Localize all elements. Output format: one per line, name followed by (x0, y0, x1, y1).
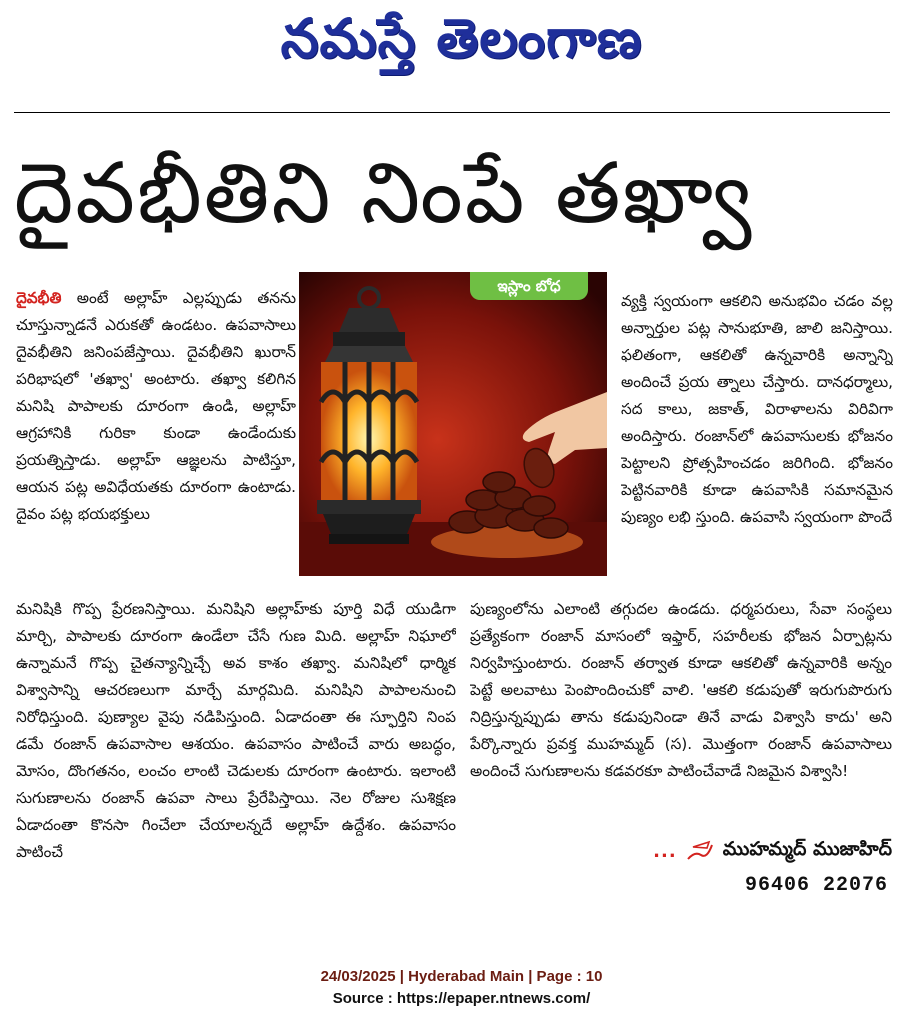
wide-right-text: పుణ్యంలోను ఎలాంటి తగ్గుదల ఉండదు. ధర్మపరులు, సేవా సంస్థలు ప్రత్యేకంగా రంజాన్ మాసంలో ఇఫ్తార్, సహరీలకు భోజన ఏర్పాట్లను నిర్వహిస్తుంటారు. రంజాన్ తర్వాత కూడా ఆకలితో ఉన్నవారికి అన్నం పెట్టే అలవాటు పెంపొందించుకో వాలి. 'ఆకలి కడుపుతో ఇరుగుపొరుగు నిద్రిస్తున్నప్పుడు తాను కడుపునిండా తినే వాడు విశ్వాసి కాదు' అని పేర్కొన్నారు ప్రవక్త ముహమ్మద్ (స). మొత్తంగా రంజాన్ ఉపవాసాలు అందించే సుగుణాలను కడవరకూ పాటించేవాడే నిజమైన విశ్వాసి! (470, 600, 892, 780)
column-left-text: అంటే అల్లాహ్ ఎల్లప్పుడు తనను చూస్తున్నాడనే ఎరుకతో ఉండటం. ఉపవాసాలు దైవభీతిని జనింపజేస్తాయి. దైవభీతిని ఖురాన్ పరిభాషలో 'తఖ్వా' అంటారు. తఖ్వా కలిగిన మనిషి పాపాలకు దూరంగా ఉండి, అల్లాహ్ ఆగ్రహానికి గురికా కుండా ఉండేందుకు ప్రయత్నిస్తాడు. అల్లాహ్ ఆజ్ఞలను పాటిస్తూ, ఆయన పట్ల అవిధేయతకు దూరంగా ఉంటాడు. దైవం పట్ల భయభక్తులు (16, 289, 296, 523)
edition-info: 24/03/2025 | Hyderabad Main | Page : 10 (320, 968, 603, 985)
article-column-wide-left (16, 596, 456, 896)
pen-icon (685, 839, 715, 863)
lead-word: దైవభీతి (16, 289, 62, 307)
section-badge: ఇస్లాం బోధ (470, 272, 588, 300)
author-phone: 96406 22076 (744, 874, 888, 897)
article-photo (299, 272, 607, 576)
article-column-left (16, 285, 296, 595)
source-link[interactable]: Source : https://epaper.ntnews.com/ (332, 990, 591, 1007)
article-column-right (621, 288, 893, 600)
author-name: ముహమ్మద్ ముజాహిద్ (722, 837, 892, 860)
masthead-title: నమస్తే తెలంగాణ (280, 7, 643, 70)
masthead-divider (14, 112, 890, 113)
signature-dots: ... (653, 840, 677, 862)
author-signature (580, 836, 892, 866)
page-footer (0, 966, 923, 1016)
ramadan-lantern-dates-photo (299, 272, 607, 576)
article-headline: దైవభీతిని నింపే తఖ్వా (14, 144, 754, 242)
wide-left-text: మనిషికి గొప్ప ప్రేరణనిస్తాయి. మనిషిని అల్లాహ్‌కు పూర్తి విధే యుడిగా మార్చి, పాపాలకు దూరంగా ఉండేలా చేసే గుణ మిది. అల్లాహ్ నిఘాలో ఉన్నామనే గొప్ప చైతన్యాన్నిచ్చే అవ కాశం తఖ్వా. మనిషిలో ధార్మిక విశ్వాసాన్ని ఆచరణలుగా మార్చే మార్గమిది. మనిషిని పాపాలనుంచి నిరోధిస్తుంది. పుణ్యాల వైపు నడిపిస్తుంది. ఏడాదంతా ఈ స్ఫూర్తిని నింప డమే రంజాన్ ఉపవాసాల ఆశయం. ఉపవాసం పాటించే వారు అబద్ధం, మోసం, దొంగతనం, లంచం లాంటి చెడులకు దూరంగా ఉంటారు. ఇలాంటి సుగుణాలను రంజాన్ ఉపవా సాలు ప్రేరేపిస్తాయి. నెల రోజుల సుశిక్షణ ఏడాదంతా కొనసా గించేలా చేయాలన్నదే అల్లాహ్ ఉద్దేశం. ఉపవాసం పాటించే (16, 600, 456, 861)
column-right-text: వ్యక్తి స్వయంగా ఆకలిని అనుభవిం చడం వల్ల అన్నార్తుల పట్ల సానుభూతి, జాలి జనిస్తాయి. ఫలితంగా, ఆకలితో ఉన్నవారికి అన్నాన్ని అందించే ప్రయ త్నాలు చేస్తారు. దానధర్మాలు, సద కాలు, జకాత్, విరాళాలను విరివిగా అందిస్తారు. రంజాన్‌లో ఉపవాసులకు భోజనం పెట్టాలని ప్రోత్సహించడం జరిగింది. భోజనం పెట్టినవారికి కూడా ఉపవాసికి సమానమైన పుణ్యం లభి స్తుంది. ఉపవాసి స్వయంగా పొందే (621, 292, 893, 526)
article-column-wide-right (470, 596, 892, 836)
